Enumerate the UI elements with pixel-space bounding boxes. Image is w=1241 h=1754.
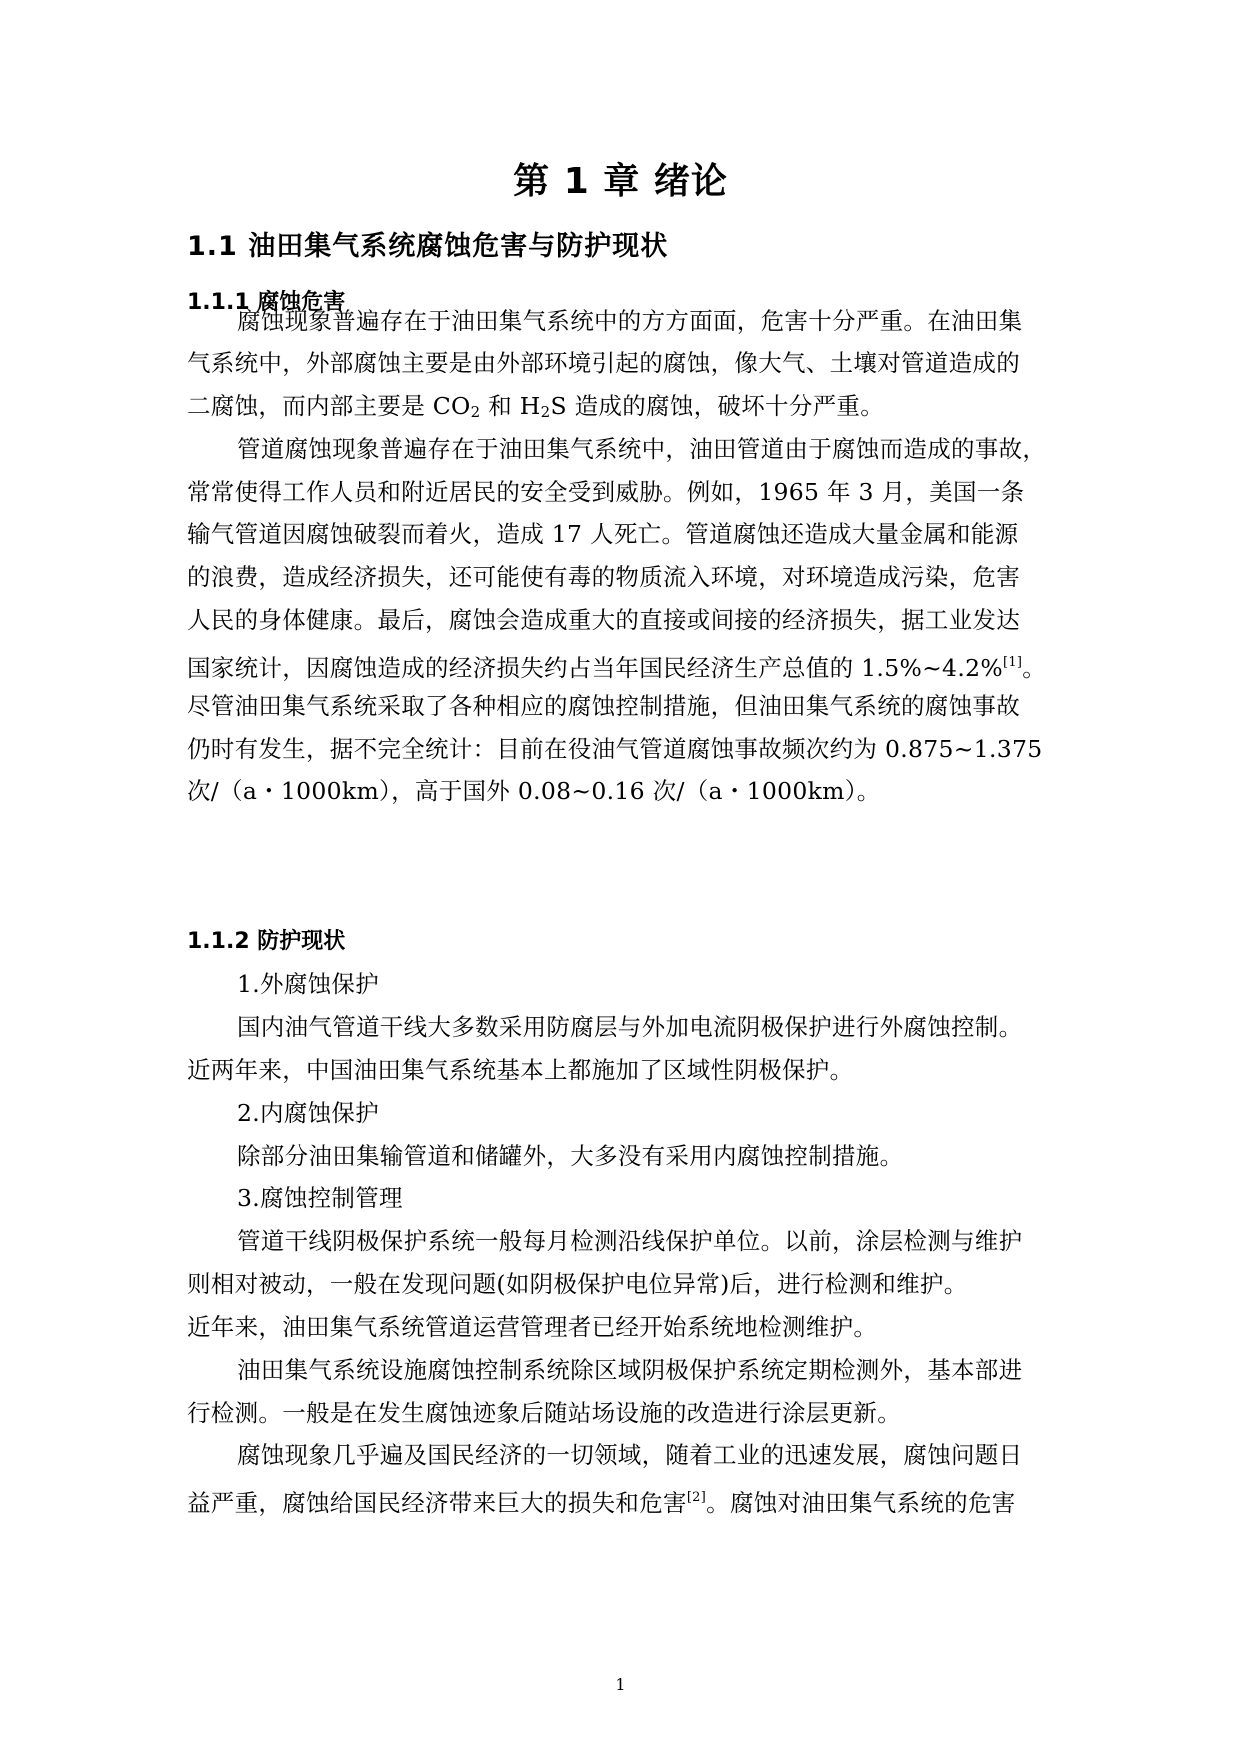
text-run: 。腐蚀对油田集气系统的危害 xyxy=(706,1489,1016,1517)
subscript: 2 xyxy=(470,403,481,421)
citation-ref: [2] xyxy=(686,1490,707,1505)
paragraph-line: 行检测。一般是在发生腐蚀迹象后随站场设施的改造进行涂层更新。 xyxy=(187,1399,901,1427)
paragraph-line xyxy=(187,646,1067,685)
paragraph-line: 管道腐蚀现象普遍存在于油田集气系统中，油田管道由于腐蚀而造成的事故， xyxy=(237,435,1047,463)
paragraph-line: 输气管道因腐蚀破裂而着火，造成 17 人死亡。管道腐蚀还造成大量金属和能源 xyxy=(187,520,1019,548)
paragraph-line: 人民的身体健康。最后，腐蚀会造成重大的直接或间接的经济损失，据工业发达 xyxy=(187,606,1020,634)
text-run: 和 H xyxy=(480,392,541,420)
paragraph-line: 除部分油田集输管道和储罐外，大多没有采用内腐蚀控制措施。 xyxy=(237,1142,904,1170)
section-heading-1-1-1: 1.1.1 腐蚀危害 xyxy=(187,290,346,315)
text-run: S 造成的腐蚀，破坏十分严重。 xyxy=(550,392,885,420)
paragraph-line: 的浪费，造成经济损失，还可能使有毒的物质流入环境，对环境造成污染，危害 xyxy=(187,563,1020,591)
page-number: 1 xyxy=(615,1675,626,1694)
text-run: 二腐蚀，而内部主要是 CO xyxy=(187,392,471,420)
paragraph-line: 油田集气系统设施腐蚀控制系统除区域阴极保护系统定期检测外，基本部进 xyxy=(237,1356,1023,1384)
text-run: 益严重，腐蚀给国民经济带来巨大的损失和危害 xyxy=(187,1489,687,1517)
list-item-title: 1.外腐蚀保护 xyxy=(237,970,380,998)
chapter-title: 第 1 章 绪论 xyxy=(513,161,728,202)
paragraph-line: 腐蚀现象普遍存在于油田集气系统中的方方面面，危害十分严重。在油田集 xyxy=(237,307,1023,335)
paragraph-line: 常常使得工作人员和附近居民的安全受到威胁。例如，1965 年 3 月，美国一条 xyxy=(187,478,1025,506)
paragraph-line: 尽管油田集气系统采取了各种相应的腐蚀控制措施，但油田集气系统的腐蚀事故 xyxy=(187,692,1020,720)
paragraph-line: 国内油气管道干线大多数采用防腐层与外加电流阴极保护进行外腐蚀控制。 xyxy=(237,1013,1023,1041)
section-heading-1-1: 1.1 油田集气系统腐蚀危害与防护现状 xyxy=(187,231,669,262)
paragraph-line xyxy=(187,389,1067,429)
paragraph-line: 近两年来，中国油田集气系统基本上都施加了区域性阴极保护。 xyxy=(187,1056,854,1084)
paragraph-line: 次/（a・1000km），高于国外 0.08~0.16 次/（a・1000km）。 xyxy=(187,777,881,805)
list-item-title: 3.腐蚀控制管理 xyxy=(237,1184,403,1212)
list-item-title: 2.内腐蚀保护 xyxy=(237,1099,380,1127)
paragraph-line: 管道干线阴极保护系统一般每月检测沿线保护单位。以前，涂层检测与维护 xyxy=(237,1227,1023,1255)
paragraph-line xyxy=(187,1481,1067,1520)
section-heading-1-1-2: 1.1.2 防护现状 xyxy=(187,929,346,954)
paragraph-line: 近年来，油田集气系统管道运营管理者已经开始系统地检测维护。 xyxy=(187,1313,878,1341)
paragraph-line: 则相对被动，一般在发现问题(如阴极保护电位异常)后，进行检测和维护。 xyxy=(187,1270,968,1298)
paragraph-line: 腐蚀现象几乎遍及国民经济的一切领域，随着工业的迅速发展，腐蚀问题日 xyxy=(237,1441,1023,1469)
citation-ref: [1] xyxy=(1002,655,1023,670)
text-run: 国家统计，因腐蚀造成的经济损失约占当年国民经济生产总值的 1.5%~4.2% xyxy=(187,654,1003,682)
text-run: 。 xyxy=(1022,654,1047,682)
paragraph-line: 气系统中，外部腐蚀主要是由外部环境引起的腐蚀，像大气、土壤对管道造成的 xyxy=(187,349,1020,377)
subscript: 2 xyxy=(540,403,551,421)
paragraph-line: 仍时有发生，据不完全统计：目前在役油气管道腐蚀事故频次约为 0.875~1.375 xyxy=(187,735,1043,763)
